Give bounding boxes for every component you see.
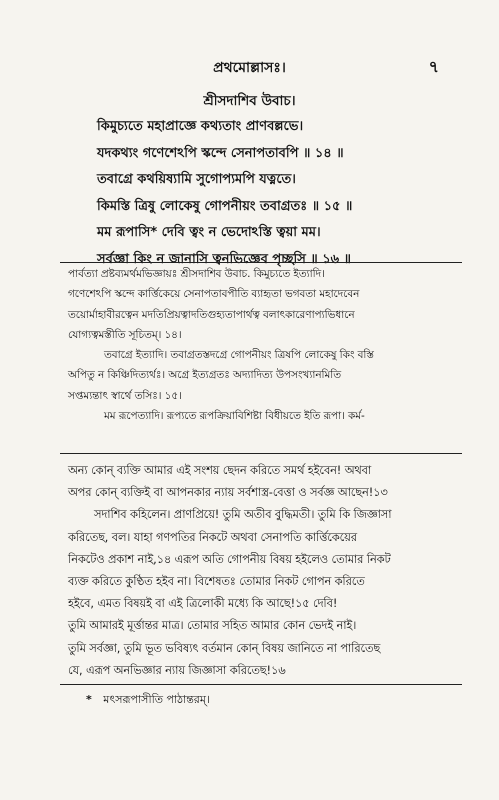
- commentary-line: যোগ্যত্বমস্তীতি সূচিতম্। ১৪।: [68, 328, 182, 341]
- commentary-line: পার্বত্যা প্রষ্টব্যমর্থমভিজ্ঞায়ঃ শ্রীসদাশিব উবাচ. কিমুচ্যতে ইত্যাদি।: [68, 268, 325, 280]
- translation-line: যে, এরূপ অনভিজ্ঞার ন্যায় জিজ্ঞাসা করিতেছ!১৬: [68, 663, 286, 677]
- page-header: [0, 56, 499, 76]
- footnote: [86, 690, 210, 710]
- translation-line: হইবে, এমত বিষয়ই বা এই ত্রিলোকী মধ্যে কি আছে!১৫ দেবি!: [68, 597, 338, 611]
- commentary-line: গণেশেঽপি স্কন্দে কার্ত্তিকেয়ে সেনাপতাবপীতি ব্যাহৃতা ভগবতা মহাদেবেন: [68, 288, 360, 301]
- verse-speaker: শ্রীসদাশিব উবাচ।: [203, 93, 296, 109]
- commentary-line: মম রূপেত্যাদি। রূপ্যতে রূপক্রিয়াবিশিষ্টা বিধীয়তে ইতি রূপা। কর্ম-: [104, 410, 365, 423]
- translation-line: ব্যক্ত করিতে কুণ্ঠিত হইব না। বিশেষতঃ তোমার নিকট গোপন করিতে: [68, 574, 365, 588]
- translation-line: সদাশিব কহিলেন। প্রাণপ্রিয়ে! তুমি অতীব বুদ্ধিমতী। তুমি কি জিজ্ঞাসা: [94, 508, 392, 522]
- translation-line: নিকটেও প্রকাশ নাই,১৪ এরূপ অতি গোপনীয় বিষয় হইলেও তোমার নিকট: [68, 552, 391, 566]
- footnote-text: মৎসরূপাসীতি পাঠান্তরম্।: [103, 693, 210, 706]
- translation-line: অপর কোন্ ব্যক্তিই বা আপনকার ন্যায় সর্বশাস্ত্র-বেত্তা ও সর্বজ্ঞ আছেন!১৩: [68, 486, 388, 500]
- verse-line: কিমস্তি ত্রিষু লোকেষু গোপনীয়ং তবাগ্রতঃ ॥ ১৫ ॥: [97, 198, 353, 214]
- translation-line: অন্য কোন্ ব্যক্তি আমার এই সংশয় ছেদন করিতে সমর্থ হইবেন! অথবা: [68, 464, 372, 477]
- verse-line: কিমুচ্যতে মহাপ্রাজ্ঞে কথ্যতাং প্রাণবল্লভে।: [97, 119, 304, 134]
- translation-line: তুমি আমারই মূর্ত্তান্তর মাত্র। তোমার সহিত আমার কোন ভেদই নাই।: [68, 619, 357, 633]
- sanskrit-verse-block: [0, 88, 499, 273]
- divider-rule: [60, 684, 462, 685]
- divider-rule: [60, 262, 462, 263]
- translation-line: করিতেছ, বল। যাহা গণপতির নিকটে অথবা সেনাপতি কার্ত্তিকেয়ের: [68, 530, 357, 544]
- chapter-title: প্রথমোল্লাসঃ।: [213, 60, 286, 76]
- sanskrit-commentary-block: [68, 264, 464, 426]
- commentary-line: সপ্তম্যন্তাৎ স্বার্থে তসিঃ। ১৫।: [68, 389, 182, 402]
- verse-line: মম রূপাসি* দেবি ত্বং ন ভেদোঽস্তি ত্বয়া মম।: [97, 225, 321, 240]
- verse-line: সর্বজ্ঞা কিং ন জানাসি ত্বনভিজ্ঞেব পৃচ্ছসি ॥ ১৬ ॥: [97, 251, 351, 267]
- commentary-line: তয়োর্মাহাবীরত্বেন মদতিপ্রিয়ত্বাদতিগুহ্যতাপার্থত্ব বলাৎকারেণাপ্যভিধানে: [68, 308, 355, 321]
- page-number: ৭: [428, 57, 439, 76]
- bengali-translation-block: [68, 460, 464, 682]
- commentary-line: অপিতু ন কিঞ্চিদিত্যর্থঃ। অগ্রে ইত্যগ্রতঃ অদ্যাদিত্য উপসংখ্যানমিতি: [68, 369, 341, 382]
- commentary-line: তবাগ্রে ইত্যাদি। তবাগ্রতস্তদগ্রে গোপনীয়ং ত্রিষপি লোকেষু কিং বস্তি: [104, 349, 374, 362]
- verse-line: যদকথ্যং গণেশেঽপি স্কন্দে সেনাপতাবপি ॥ ১৪ ॥: [97, 145, 344, 161]
- footnote-marker: *: [86, 693, 92, 706]
- divider-rule: [60, 453, 462, 454]
- translation-line: তুমি সর্বজ্ঞা, তুমি ভূত ভবিষ্যৎ বর্তমান কোন্ বিষয় জানিতে না পারিতেছ: [68, 641, 381, 655]
- verse-line: তবাগ্রে কথয়িষ্যামি সুগোপ্যমপি যত্নতে।: [97, 172, 296, 187]
